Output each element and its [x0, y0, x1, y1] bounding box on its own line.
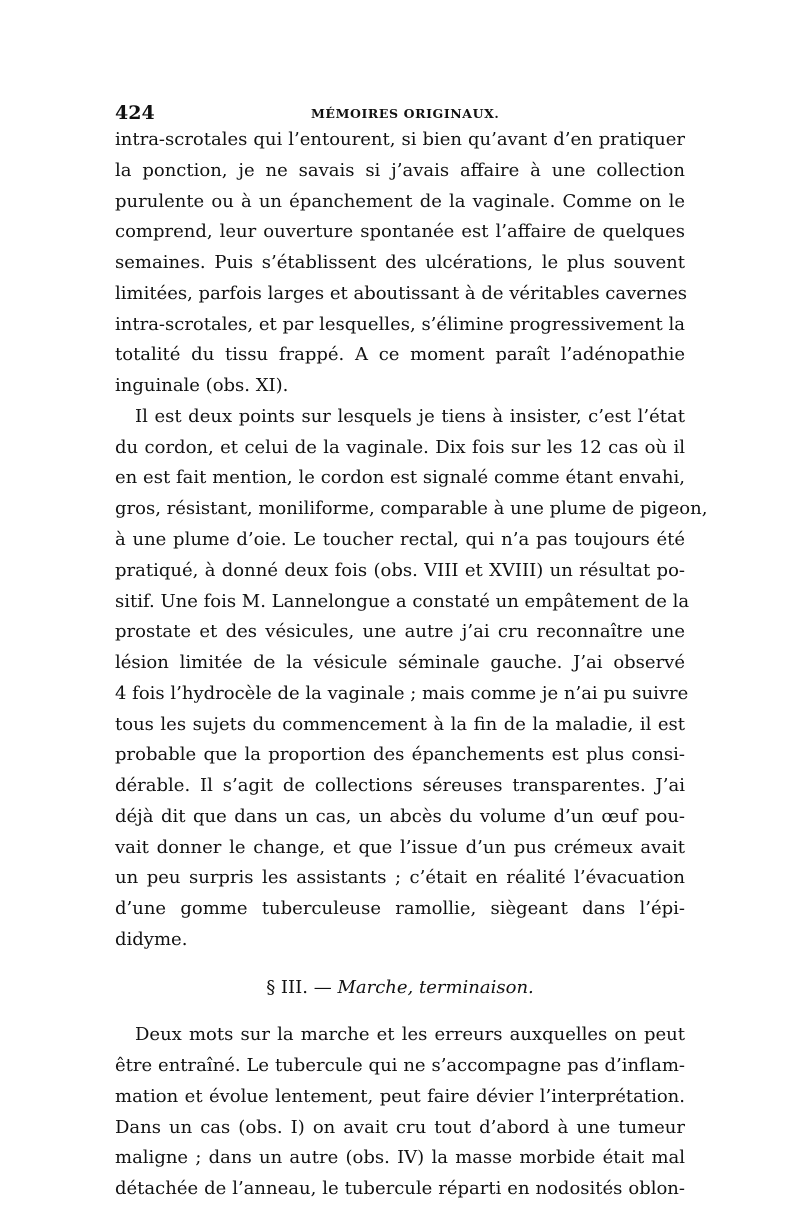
- text-line: Il est deux points sur lesquels je tiens à insister, c’est l’état: [135, 405, 685, 427]
- text-line: à une plume d’oie. Le toucher rectal, qui n’a pas toujours été: [115, 529, 685, 550]
- text-line: purulente ou à un épanchement de la vaginale. Comme on le: [115, 190, 685, 212]
- text-line: comprend, leur ouverture spontanée est l’affaire de quelques: [115, 221, 685, 243]
- page-number: 424: [115, 102, 155, 124]
- text-line: totalité du tissu frappé. A ce moment paraît l’adénopathie: [115, 344, 685, 366]
- section-dash: —: [313, 976, 332, 998]
- section-heading: [115, 973, 685, 1004]
- text-line: lésion limitée de la vésicule séminale gauche. J’ai observé: [115, 652, 685, 674]
- text-line: inguinale (obs. XI).: [115, 375, 289, 397]
- section-title: Marche, terminaison.: [337, 976, 534, 998]
- text-line: maligne ; dans un autre (obs. IV) la masse morbide était mal: [115, 1147, 685, 1169]
- text-line: être entraîné. Le tubercule qui ne s’accompagne pas d’inflam-: [115, 1055, 685, 1077]
- text-line: pratiqué, à donné deux fois (obs. VIII et XVIII) un résultat po-: [115, 559, 685, 581]
- text-line: mation et évolue lentement, peut faire dévier l’interprétation.: [115, 1085, 685, 1107]
- text-line: d’une gomme tuberculeuse ramollie, siègeant dans l’épi-: [115, 898, 685, 920]
- text-line: détachée de l’anneau, le tubercule réparti en nodosités oblon-: [115, 1178, 685, 1200]
- text-line: limitées, parfois larges et aboutissant à de véritables cavernes: [115, 282, 688, 304]
- text-line: 4 fois l’hydrocèle de la vaginale ; mais comme je n’ai pu suivre: [115, 682, 689, 704]
- text-line: didyme.: [115, 929, 188, 950]
- text-line: la ponction, je ne savais si j’avais affaire à une collection: [115, 159, 685, 181]
- text-line: sitif. Une fois M. Lannelongue a constaté un empâtement de la: [115, 590, 690, 612]
- text-line: du cordon, et celui de la vaginale. Dix fois sur les 12 cas où il: [115, 436, 685, 458]
- text-line: semaines. Puis s’établissent des ulcérations, le plus souvent: [115, 252, 685, 274]
- text-line: déjà dit que dans un cas, un abcès du volume d’un œuf pou-: [115, 805, 685, 827]
- text-line: vait donner le change, et que l’issue d’un pus crémeux avait: [115, 836, 685, 858]
- text-line: Dans un cas (obs. I) on avait cru tout d’abord à une tumeur: [115, 1116, 685, 1138]
- text-line: en est fait mention, le cordon est signalé comme étant envahi,: [115, 467, 685, 489]
- text-line: probable que la proportion des épanchements est plus consi-: [115, 744, 685, 766]
- text-line: tous les sujets du commencement à la fin de la maladie, il est: [115, 713, 685, 735]
- text-line: intra-scrotales qui l’entourent, si bien qu’avant d’en pratiquer: [115, 129, 685, 150]
- running-title: MÉMOIRES ORIGINAUX.: [311, 106, 500, 121]
- text-line: Deux mots sur la marche et les erreurs auxquelles on peut: [135, 1024, 685, 1046]
- text-line: dérable. Il s’agit de collections séreuses transparentes. J’ai: [115, 775, 685, 797]
- text-line: gros, résistant, moniliforme, comparable à une plume de pigeon,: [115, 498, 708, 520]
- text-line: un peu surpris les assistants ; c’était en réalité l’évacuation: [115, 867, 685, 889]
- running-header: [115, 100, 685, 126]
- text-line: prostate et des vésicules, une autre j’ai cru reconnaître une: [115, 621, 685, 643]
- section-number: § III.: [266, 976, 308, 998]
- text-line: intra-scrotales, et par lesquelles, s’élimine progressivement la: [115, 313, 685, 335]
